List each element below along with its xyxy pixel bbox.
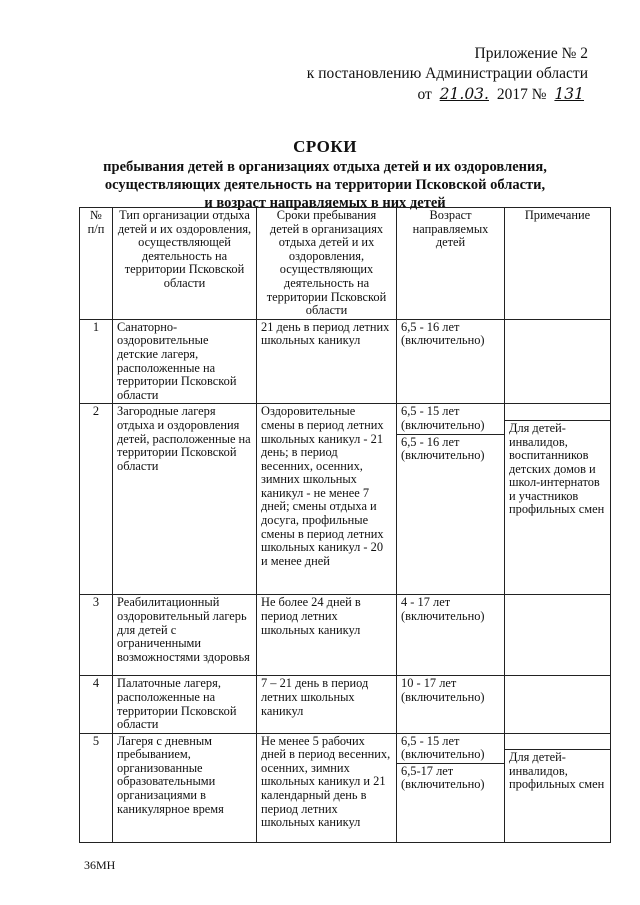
row-note — [505, 595, 611, 676]
appendix-year: 2017 № — [496, 86, 547, 103]
document-subtitle-1: пребывания детей в организациях отдыха детей и их оздоровления, — [103, 159, 547, 175]
document-heading — [60, 136, 590, 212]
document-subtitle-3: и возраст направляемых в них детей — [204, 195, 446, 211]
row-note — [505, 319, 611, 404]
row-type: Палаточные лагеря, расположенные на территории Псковской области — [113, 676, 257, 733]
row-age — [397, 404, 505, 595]
row-age — [397, 733, 505, 842]
row-age: 4 - 17 лет (включительно) — [397, 595, 505, 676]
document-title: СРОКИ — [293, 137, 357, 156]
row-number: 4 — [80, 676, 113, 733]
appendix-block — [307, 44, 588, 105]
table-row — [80, 319, 611, 404]
row-age-primary: 6,5 - 15 лет (включительно) — [397, 734, 504, 764]
header-age: Возраст направляемых детей — [397, 208, 505, 320]
row-type: Лагеря с дневным пребыванием, организованные образовательными организациями в каникулярное время — [113, 733, 257, 842]
row-type: Загородные лагеря отдыха и оздоровления детей, расположенные на территории Псковской области — [113, 404, 257, 595]
row-type: Санаторно-оздоровительные детские лагеря, расположенные на территории Псковской области — [113, 319, 257, 404]
row-note — [505, 404, 611, 595]
row-age: 6,5 - 16 лет (включительно) — [397, 319, 505, 404]
appendix-resolution: к постановлению Администрации области — [306, 65, 588, 82]
row-term: 21 день в период летних школьных каникул — [257, 319, 397, 404]
row-note-empty — [505, 734, 610, 751]
appendix-title: Приложение № 2 — [474, 45, 588, 62]
header-note: Примечание — [505, 208, 611, 320]
appendix-date: 21.03. — [439, 85, 489, 103]
table-row — [80, 595, 611, 676]
appendix-number: 131 — [554, 85, 584, 103]
document-subtitle-2: осуществляющих деятельность на территории Псковской области, — [104, 177, 546, 193]
row-number: 3 — [80, 595, 113, 676]
row-number: 2 — [80, 404, 113, 595]
row-term: Оздоровительные смены в период летних школьных каникул - 21 день; в период весенних, осенних, зимних школьных каникул - не менее 7 дней; смены отдыха и досуга, профильные смены в период летних школьных каникул - 20 и менее дней — [257, 404, 397, 595]
row-note-text: Для детей-инвалидов, профильных смен — [509, 750, 605, 792]
header-term: Сроки пребывания детей в организациях отдыха детей и их оздоровления, осуществляющих деятельность на территории Псковской области — [257, 208, 397, 320]
table-row — [80, 676, 611, 733]
table-header-row — [80, 208, 611, 320]
row-term: Не более 24 дней в период летних школьных каникул — [257, 595, 397, 676]
footer-code: 36МН — [84, 858, 116, 872]
header-type: Тип организации отдыха детей и их оздоровления, осуществляющей деятельность на территории Псковской области — [113, 208, 257, 320]
row-type: Реабилитационный оздоровительный лагерь для детей с ограниченными возможностями здоровья — [113, 595, 257, 676]
header-number: № п/п — [80, 208, 113, 320]
appendix-from: от — [417, 86, 432, 103]
row-number: 1 — [80, 319, 113, 404]
row-age-secondary: 6,5 - 16 лет (включительно) — [401, 434, 485, 463]
row-note-empty — [505, 404, 610, 421]
table-row — [80, 404, 611, 595]
row-note — [505, 733, 611, 842]
table-row — [80, 733, 611, 842]
row-age-secondary: 6,5-17 лет (включительно) — [401, 763, 485, 792]
row-note — [505, 676, 611, 733]
row-age-primary: 6,5 - 15 лет (включительно) — [397, 404, 504, 434]
row-number: 5 — [80, 733, 113, 842]
terms-table — [79, 207, 611, 843]
appendix-date-line — [307, 84, 588, 105]
row-term: 7 – 21 день в период летних школьных каникул — [257, 676, 397, 733]
row-age: 10 - 17 лет (включительно) — [397, 676, 505, 733]
row-note-text: Для детей-инвалидов, воспитанников детских домов и школ-интернатов и участников профильных смен — [509, 420, 605, 517]
row-term: Не менее 5 рабочих дней в период весенних, осенних, зимних школьных каникул и 21 календарный день в период летних школьных каникул — [257, 733, 397, 842]
